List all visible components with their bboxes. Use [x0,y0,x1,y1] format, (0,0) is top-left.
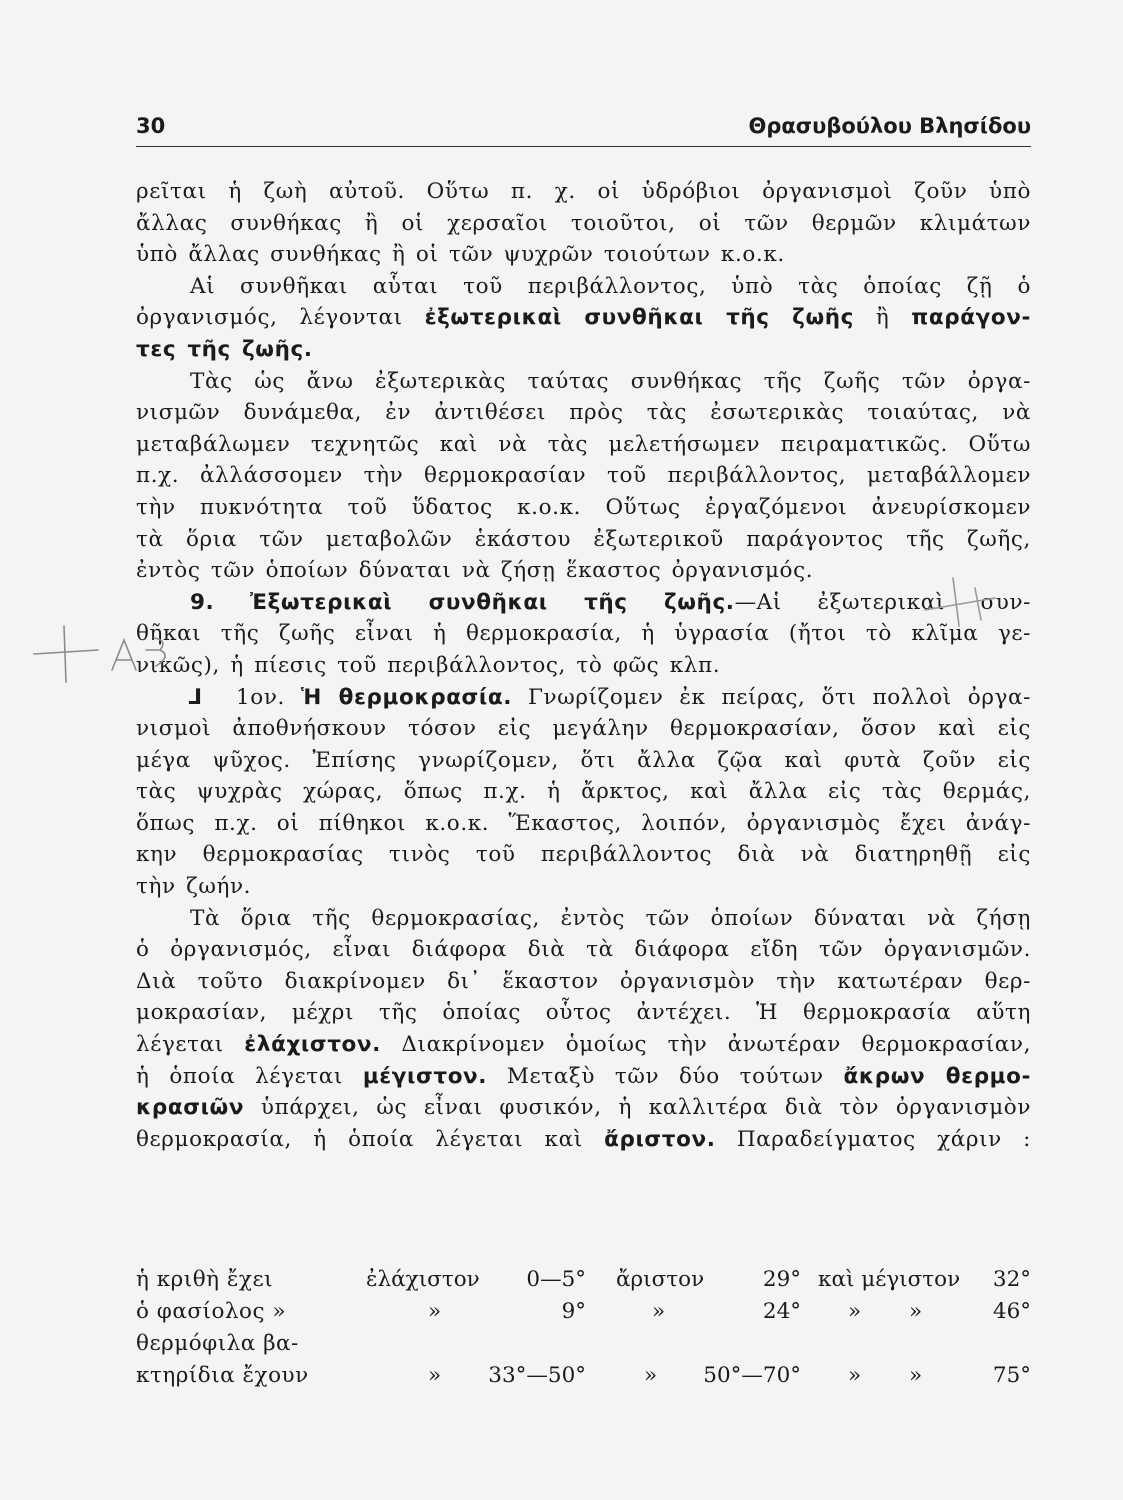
optimum-temp: 50°—70° [703,1363,801,1388]
bold-term: ἄριστον. [604,1126,716,1152]
text-line: τὰ ὅρια τῶν μεταβολῶν ἑκάστου ἐξωτερικοῦ παράγοντος τῆς ζωῆς, [136,526,1031,552]
table-row [136,1264,1031,1296]
text-line: νισμοὶ ἀποθνήσκουν τόσον εἰς μεγάλην θερμοκρασίαν, ὅσον καὶ εἰς [136,716,1031,742]
pencil-annotation-icon [905,570,1005,630]
text-line: κην θερμοκρασίας τινὸς τοῦ περιβάλλοντος διὰ νὰ διατηρηθῇ εἰς [136,842,1031,868]
temperature-table [136,1264,1031,1392]
text-line: θερμοκρασία, ἡ ὁποία λέγεται καὶ ἄριστον. Παραδείγματος χάριν : [136,1126,1031,1152]
text-line: ὁ ὀργανισμός, εἶναι διάφορα διὰ τὰ διάφορα εἴδη τῶν ὀργανισμῶν. [136,937,1031,963]
running-header [136,110,1031,147]
cell-label: ἄριστον [616,1267,705,1292]
cell-label: » [644,1363,658,1388]
cell-label: » » [848,1363,923,1388]
bold-term: παράγον- [911,305,1031,331]
bold-term: μέγιστον. [362,1063,488,1089]
text-line: μοκρασίαν, μέχρι τῆς ὁποίας οὗτος ἀντέχει. Ἡ θερμοκρασία αὕτη [136,1000,1031,1026]
margin-mark-icon: ⅃ [188,684,203,710]
text-line: Αἱ συνθῆκαι αὗται τοῦ περιβάλλοντος, ὑπὸ τὰς ὁποίας ζῇ ὁ [190,273,1031,299]
text-line: Διὰ τοῦτο διακρίνομεν δι᾿ ἕκαστον ὀργανισμὸν τὴν κατωτέραν θερ- [136,968,1031,994]
text-line: τες τῆς ζωῆς. [136,336,313,362]
table-row [136,1328,1031,1360]
text-line: τὴν πυκνότητα τοῦ ὕδατος κ.ο.κ. Οὕτως ἐργαζόμενοι ἀνευρίσκομεν [136,494,1031,520]
text-line: π.χ. ἀλλάσσομεν τὴν θερμοκρασίαν τοῦ περιβάλλοντος, μεταβάλλομεν [136,463,1031,489]
section-title: Ἐξωτερικαὶ συνθῆκαι τῆς ζωῆς. [249,589,735,615]
text-line: νισμῶν δυνάμεθα, ἐν ἀντιθέσει πρὸς τὰς ἐσωτερικὰς τοιαύτας, νὰ [136,400,1031,426]
text-line: ἄλλας συνθήκας ἢ οἱ χερσαῖοι τοιοῦτοι, οἱ τῶν θερμῶν κλιμάτων [136,210,1031,236]
max-temp: 46° [992,1299,1031,1324]
bold-term: ἐλάχιστον. [244,1032,381,1058]
text-line: μέγα ψῦχος. Ἐπίσης γνωρίζομεν, ὅτι ἄλλα ζῷα καὶ φυτὰ ζοῦν εἰς [136,747,1031,773]
table-row [136,1296,1031,1328]
text-line: λέγεται ἐλάχιστον. Διακρίνομεν ὁμοίως τὴν ἀνωτέραν θερμοκρασίαν, [136,1032,1031,1058]
header-author: Θρασυβούλου Βλησίδου [748,114,1031,138]
cell-label: » [428,1363,442,1388]
text-line: τὰς ψυχρὰς χώρας, ὅπως π.χ. ἡ ἄρκτος, καὶ ἄλλα εἰς τὰς θερμάς, [136,779,1031,805]
pencil-annotation-icon [28,610,188,690]
text-line: ὅπως π.χ. οἱ πίθηκοι κ.ο.κ. Ἕκαστος, λοιπόν, ὀργανισμὸς ἔχει ἀνάγ- [136,810,1031,836]
bold-term: ἐξωτερικαὶ συνθῆκαι τῆς ζωῆς [424,305,855,331]
section-heading-line: 9. Ἐξωτερικαὶ συνθῆκαι τῆς ζωῆς.—Αἱ ἐξωτερικαὶ συν- [190,589,1031,615]
cell-label: » » [848,1299,923,1324]
organism-name: θερμόφιλα βα- [136,1331,299,1356]
min-temp: 9° [561,1299,586,1324]
max-temp: 75° [992,1363,1031,1388]
text-line: ὀργανισμός, λέγονται ἐξωτερικαὶ συνθῆκαι τῆς ζωῆς ἢ παράγον- [136,305,1031,331]
optimum-temp: 24° [762,1299,801,1324]
bold-term: Ἡ θερμοκρασία. [300,684,513,710]
organism-name: ὁ φασίολος » [136,1299,287,1324]
text-line: κρασιῶν ὑπάρχει, ὡς εἶναι φυσικόν, ἡ καλλιτέρα διὰ τὸν ὀργανισμὸν [136,1095,1031,1121]
cell-label: ἐλάχιστον [366,1267,480,1292]
text-line: ρεῖται ἡ ζωὴ αὐτοῦ. Οὕτω π. χ. οἱ ὑδρόβιοι ὀργανισμοὶ ζοῦν ὑπὸ [136,179,1031,204]
table-row [136,1360,1031,1392]
text-line: νικῶς), ἡ πίεσις τοῦ περιβάλλοντος, τὸ φῶς κλπ. [136,652,721,678]
section-number: 9. [190,589,215,615]
body-text [136,176,1031,1155]
text-line: ὑπὸ ἄλλας συνθήκας ἢ οἱ τῶν ψυχρῶν τοιούτων κ.ο.κ. [136,242,785,268]
cell-label: καὶ μέγιστον [818,1267,961,1292]
optimum-temp: 29° [762,1267,801,1292]
text-line: μεταβάλωμεν τεχνητῶς καὶ νὰ τὰς μελετήσωμεν πειραματικῶς. Οὕτω [136,431,1031,457]
text-line: Τὰς ὡς ἄνω ἐξωτερικὰς ταύτας συνθήκας τῆς ζωῆς τῶν ὀργα- [190,368,1031,394]
min-temp: 33°—50° [488,1363,586,1388]
bold-term: κρασιῶν [136,1095,245,1121]
text-line: τὴν ζωήν. [136,874,252,900]
text-line: ἡ ὁποία λέγεται μέγιστον. Μεταξὺ τῶν δύο τούτων ἄκρων θερμο- [136,1063,1031,1089]
bold-term: ἄκρων θερμο- [843,1063,1031,1089]
text-line: θῆκαι τῆς ζωῆς εἶναι ἡ θερμοκρασία, ἡ ὑγρασία (ἤτοι τὸ κλῖμα γε- [136,621,1031,647]
cell-label: » [652,1299,666,1324]
min-temp: 0—5° [526,1267,586,1292]
organism-name: κτηρίδια ἔχουν [136,1363,309,1388]
page-number: 30 [136,114,166,138]
text-line: Τὰ ὅρια τῆς θερμοκρασίας, ἐντὸς τῶν ὁποίων δύναται νὰ ζήσῃ [190,905,1031,931]
text-line: ⅃ 1ον. Ἡ θερμοκρασία. Γνωρίζομεν ἐκ πείρας, ὅτι πολλοὶ ὀργα- [136,682,1031,714]
organism-name: ἡ κριθὴ ἔχει [136,1267,274,1292]
text-line: ἐντὸς τῶν ὁποίων δύναται νὰ ζήσῃ ἕκαστος ὀργανισμός. [136,558,814,584]
max-temp: 32° [992,1267,1031,1292]
cell-label: » [428,1299,442,1324]
